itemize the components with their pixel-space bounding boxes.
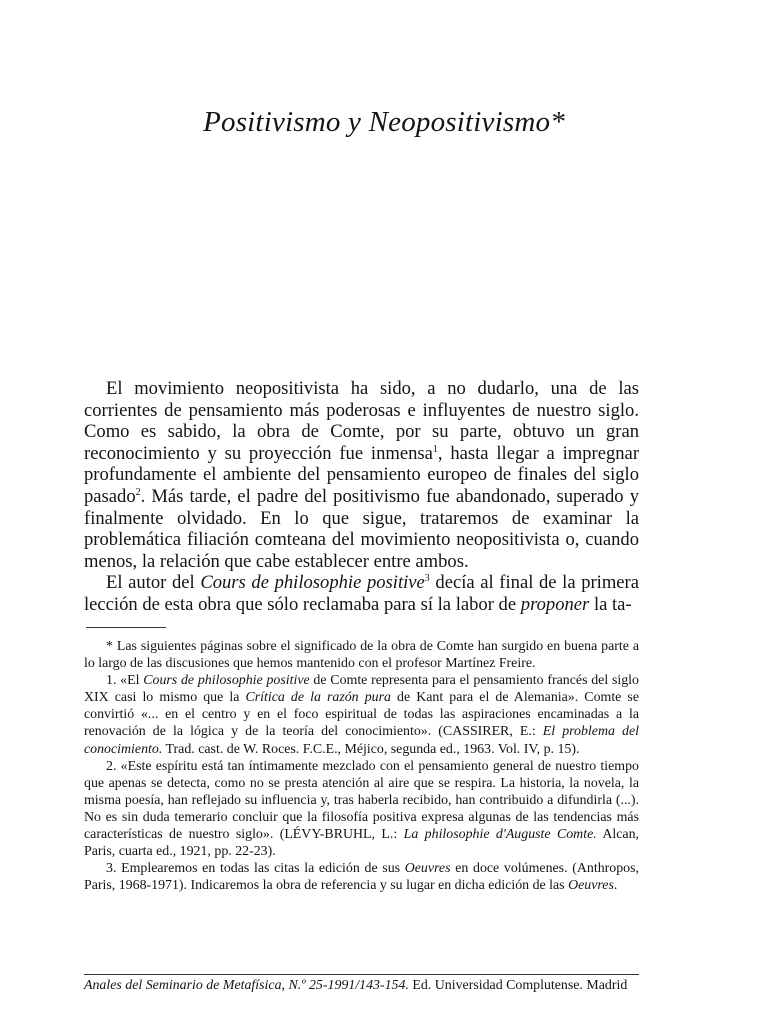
paragraph-2-text-a: El autor del: [106, 572, 201, 594]
page-footer: [84, 974, 639, 994]
paragraph-1-text-b: , hasta llegar a impregnar profundamente el ambiente del pensamiento europeo de finales del siglo pasado: [84, 442, 640, 507]
footnote-3-work: Oeuvres: [404, 861, 451, 877]
paragraph-2-text-b: decía al final de la primera lección de esta obra que sólo reclamaba para sí la labor de: [84, 572, 640, 615]
footnote-separator: [86, 627, 166, 628]
work-title: Cours de philosophie positive: [200, 572, 425, 594]
article-title: Positivismo y Neopositivismo*: [203, 106, 565, 138]
footnote-2-work: La philosophie d'Auguste Comte.: [403, 827, 597, 843]
footnote-3-text-a: 3. Emplearemos en todas las citas la edición de sus: [106, 861, 405, 877]
paragraph-2: [84, 572, 639, 615]
paragraph-1-text-a: El movimiento neopositivista ha sido, a no dudarlo, una de las corrientes de pensamiento más poderosas e influyentes de nuestro siglo. Como es sabido, la obra de Comte, por su parte, obtuvo un gran reconocimiento y su proyección fue inmensa: [84, 378, 639, 464]
footnote-ref-3: 3: [424, 573, 430, 585]
publisher-line: Ed. Universidad Complutense. Madrid: [408, 978, 628, 993]
main-text: [84, 378, 639, 616]
paragraph-1-text-c: . Más tarde, el padre del positivismo fue abandonado, superado y finalmente olvidado. En lo que sigue, trataremos de examinar la problemática filiación comteana del movimiento neopositivista o, cuando menos, la relación que cabe establecer entre ambos.: [84, 485, 639, 572]
emphasis-word: proponer: [520, 593, 590, 615]
footnote-ref-2: 2: [135, 486, 141, 498]
footnote-1: [84, 672, 639, 757]
paragraph-2-text-c: la ta-: [589, 593, 632, 615]
footnote-3: [84, 860, 639, 894]
footnote-2-text-a: 2. «Este espíritu está tan íntimamente mezclado con el pensamiento general de nuestro tiempo que apenas se detecta, como no se presta atención al aire que se respira. La historia, la novela, la misma poesía, han reflejado su influencia y, tras haberla recibido, han contribuido a difundirla (...). No es sin duda temerario concluir que la filosofía positiva expresa algunas de las tendencias más características de nuestro siglo». (LÉVY-BRUHL, L.:: [84, 758, 639, 843]
footnote-3-text-b: en doce volúmenes. (Anthropos, Paris, 1968-1971). Indicaremos la obra de referencia y su lugar en dicha edición de las: [84, 861, 639, 894]
footnote-2-text-b: Alcan, Paris, cuarta ed., 1921, pp. 22-23).: [84, 827, 639, 860]
footnote-star: * Las siguientes páginas sobre el significado de la obra de Comte han surgido en buena parte a lo largo de las discusiones que hemos mantenido con el profesor Martínez Freire.: [84, 639, 639, 672]
footnote-1-text-d: Trad. cast. de W. Roces. F.C.E., Méjico, segunda ed., 1963. Vol. IV, p. 15).: [162, 741, 580, 757]
footnote-2: [84, 758, 639, 861]
footnote-ref-1: 1: [432, 443, 438, 455]
journal-citation: Anales del Seminario de Metafísica, N.º 25-1991/143-154.: [84, 978, 409, 993]
footnote-1-text-b: de Comte representa para el pensamiento francés del siglo XIX casi lo mismo que la: [84, 673, 639, 706]
footnotes: [84, 638, 639, 894]
footnote-1-work: Cours de philosophie positive: [143, 673, 310, 689]
footnote-1-text-c: de Kant para el de Alemania». Comte se convirtió «... en el centro y en el foco espiritual de todas las aspiraciones encaminadas a la renovación de la lógica y de la teoría del conocimiento». (CASSIRER, E.:: [84, 690, 639, 740]
footnote-1-text-a: 1. «El: [106, 673, 144, 689]
paragraph-1: [84, 378, 639, 572]
footnote-3-work2: Oeuvres: [568, 878, 614, 894]
footnote-1-work3: El problema del conocimiento.: [84, 724, 639, 757]
footnote-3-text-c: .: [613, 878, 618, 894]
footnote-1-work2: Crítica de la razón pura: [245, 690, 391, 706]
